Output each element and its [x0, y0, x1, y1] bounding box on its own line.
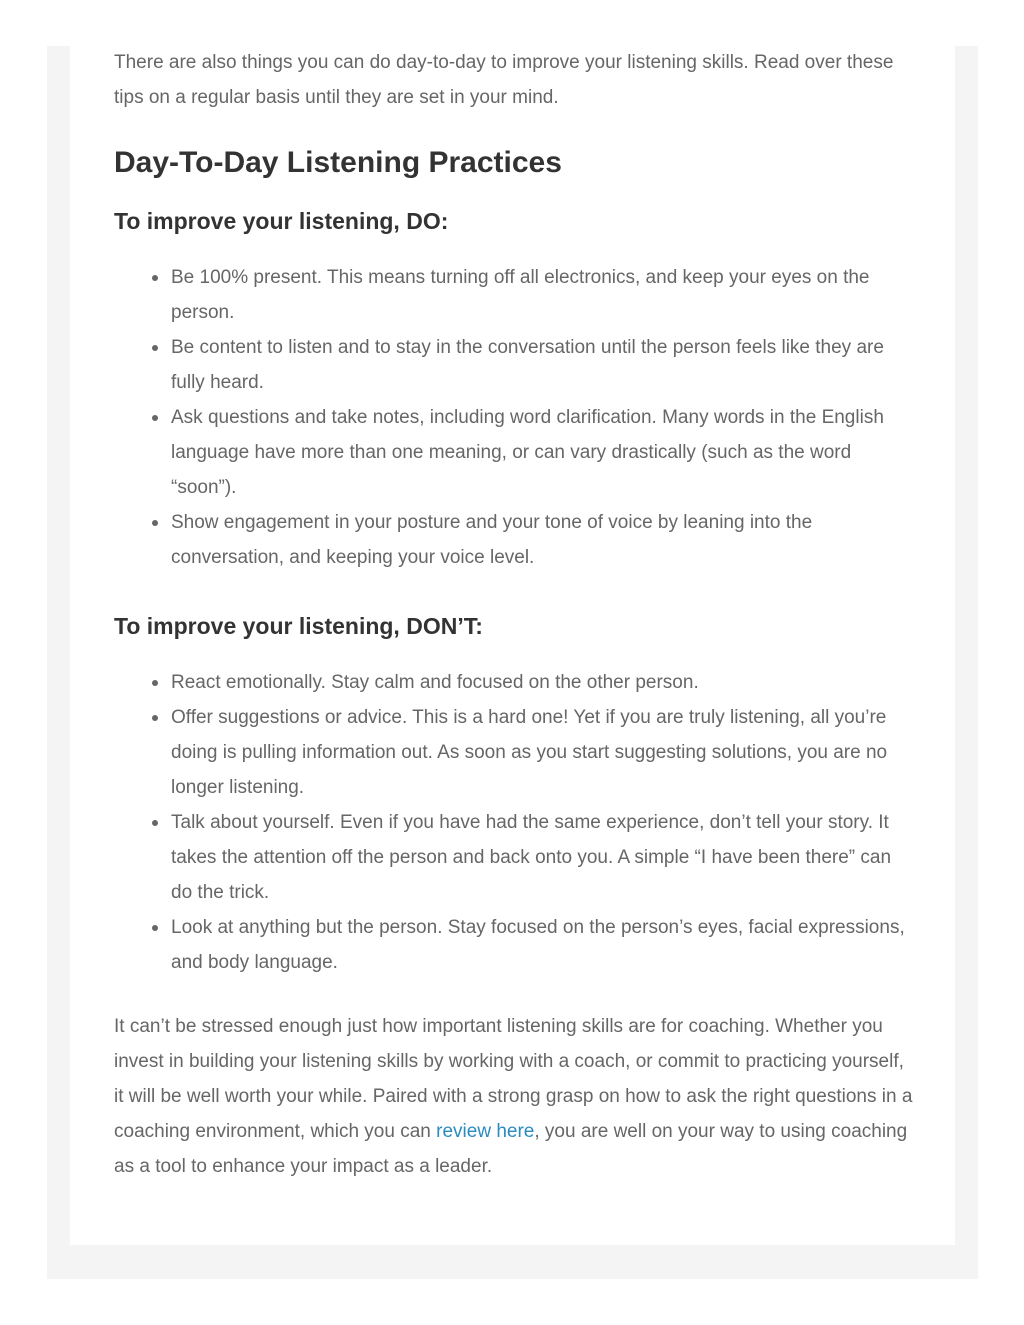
bullet-icon: [152, 820, 158, 826]
do-list-item: [171, 330, 914, 400]
bullet-icon: [152, 415, 158, 421]
do-list: [114, 260, 914, 575]
dont-list-item: [171, 700, 914, 805]
dont-item-text: Look at anything but the person. Stay focused on the person’s eyes, facial expressions, and body language.: [171, 917, 905, 973]
dont-heading: To improve your listening, DON’T:: [114, 613, 483, 639]
dont-list: [114, 665, 914, 980]
do-list-item: [171, 400, 914, 505]
bullet-icon: [152, 715, 158, 721]
do-item-text: Be 100% present. This means turning off all electronics, and keep your eyes on the person.: [171, 267, 870, 323]
bullet-icon: [152, 520, 158, 526]
closing-paragraph: [114, 1009, 914, 1184]
do-item-text: Show engagement in your posture and your tone of voice by leaning into the conversation, and keeping your voice level.: [171, 512, 813, 568]
article-body: [114, 45, 914, 1184]
dont-list-item: [171, 665, 914, 700]
bullet-icon: [152, 275, 158, 281]
dont-list-item: [171, 910, 914, 980]
review-here-link[interactable]: review here: [436, 1121, 535, 1142]
closing-text-end: , you are well on your way to using coaching as a tool to enhance your impact as a leader.: [114, 1121, 908, 1177]
closing-text-start: It can’t be stressed enough just how important listening skills are for coaching. Whether you invest in building your listening skills by working with a coach, or commit to practicing yourself, it will be well worth your while. Paired with a strong grasp on how to ask the right questions in a coaching environment, which you can: [114, 1016, 913, 1142]
do-heading: To improve your listening, DO:: [114, 208, 449, 234]
do-item-text: Be content to listen and to stay in the conversation until the person feels like they are fully heard.: [171, 337, 884, 393]
intro-paragraph: There are also things you can do day-to-day to improve your listening skills. Read over these tips on a regular basis until they are set in your mind.: [114, 52, 894, 108]
do-list-item: [171, 260, 914, 330]
do-item-text: Ask questions and take notes, including word clarification. Many words in the English language have more than one meaning, or can vary drastically (such as the word “soon”).: [171, 407, 884, 498]
do-list-item: [171, 505, 914, 575]
section-title: Day-To-Day Listening Practices: [114, 146, 562, 179]
dont-item-text: Talk about yourself. Even if you have had the same experience, don’t tell your story. It takes the attention off the person and back onto you. A simple “I have been there” can do the trick.: [171, 812, 892, 903]
dont-item-text: Offer suggestions or advice. This is a hard one! Yet if you are truly listening, all you’re doing is pulling information out. As soon as you start suggesting solutions, you are no longer listening.: [171, 707, 888, 798]
bullet-icon: [152, 345, 158, 351]
dont-list-item: [171, 805, 914, 910]
dont-item-text: React emotionally. Stay calm and focused on the other person.: [171, 672, 699, 693]
bullet-icon: [152, 925, 158, 931]
bullet-icon: [152, 680, 158, 686]
